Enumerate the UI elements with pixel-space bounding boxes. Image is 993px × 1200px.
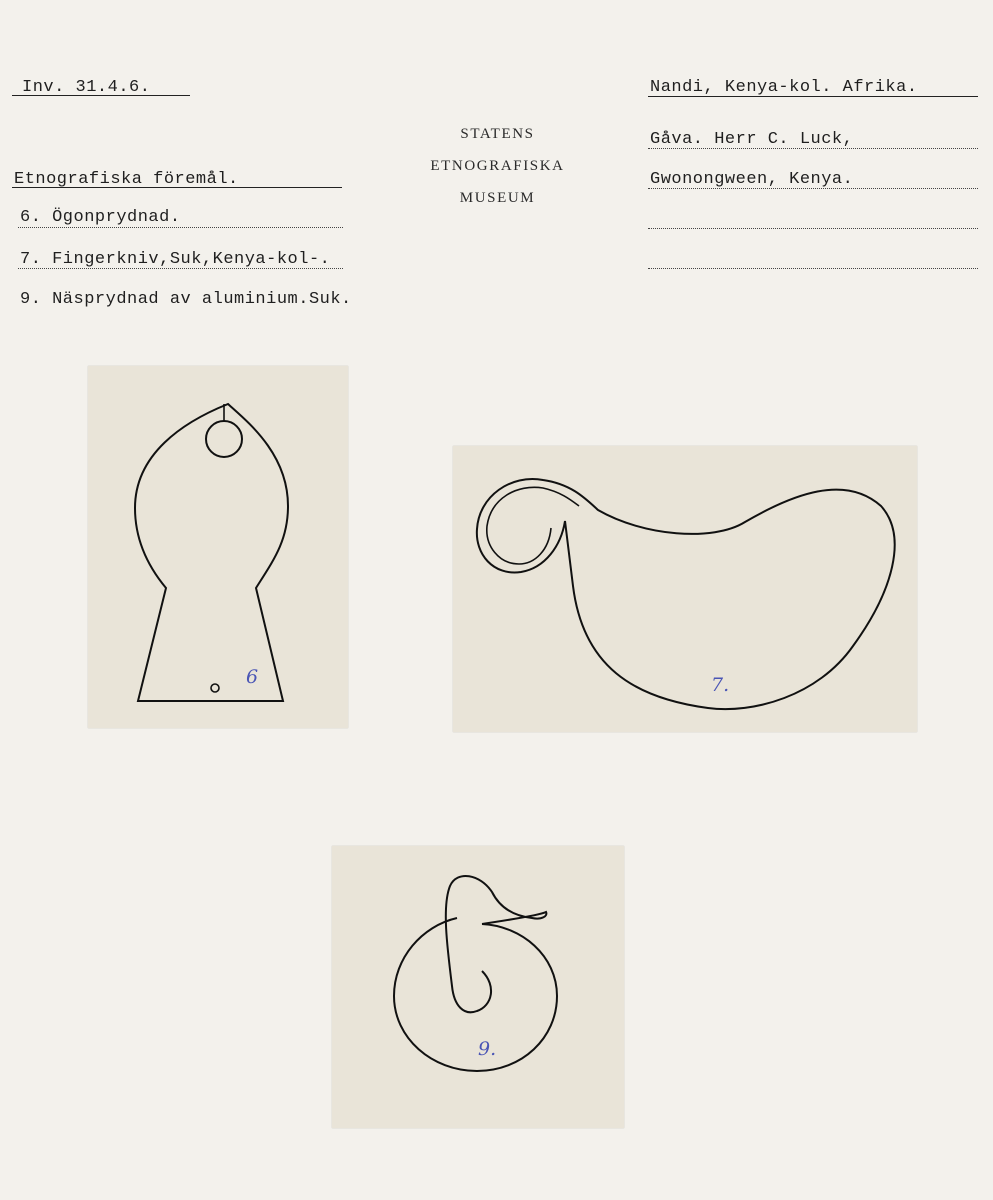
items-heading-underline [12,187,342,188]
origin-text: Nandi, Kenya-kol. Afrika. [650,78,918,97]
card-9-label: 9. [478,1038,497,1060]
card-eye-ornament [88,366,348,728]
card-nose-ornament [332,846,624,1128]
museum-line-3: MUSEUM [459,190,536,206]
blank-dotted-line-2 [648,268,978,269]
eye-ornament-drawing [88,366,348,728]
finger-knife-drawing [453,446,917,732]
item-6-dotted-line [18,227,343,228]
museum-line-2: ETNOGRAFISKA [430,158,565,174]
donor-text: Gåva. Herr C. Luck, [650,130,854,149]
item-7-text: 7. Fingerkniv,Suk,Kenya-kol-. [20,250,331,269]
donor-dotted-line [648,148,978,149]
card-finger-knife [453,446,917,732]
place-dotted-line [648,188,978,189]
blank-dotted-line-1 [648,228,978,229]
place-text: Gwonongween, Kenya. [650,170,854,189]
inventory-underline [12,95,190,96]
inventory-number: Inv. 31.4.6. [22,78,151,97]
items-heading: Etnografiska föremål. [14,170,239,189]
origin-underline [648,96,978,97]
museum-name [390,118,605,214]
nose-ornament-drawing [332,846,624,1128]
item-6-text: 6. Ögonprydnad. [20,208,181,227]
card-7-label: 7. [711,674,730,696]
card-6-label: 6 [246,666,259,688]
museum-line-1: STATENS [460,126,535,142]
item-7-dotted-line [18,268,343,269]
item-9-text: 9. Näsprydnad av aluminium.Suk. [20,290,352,309]
